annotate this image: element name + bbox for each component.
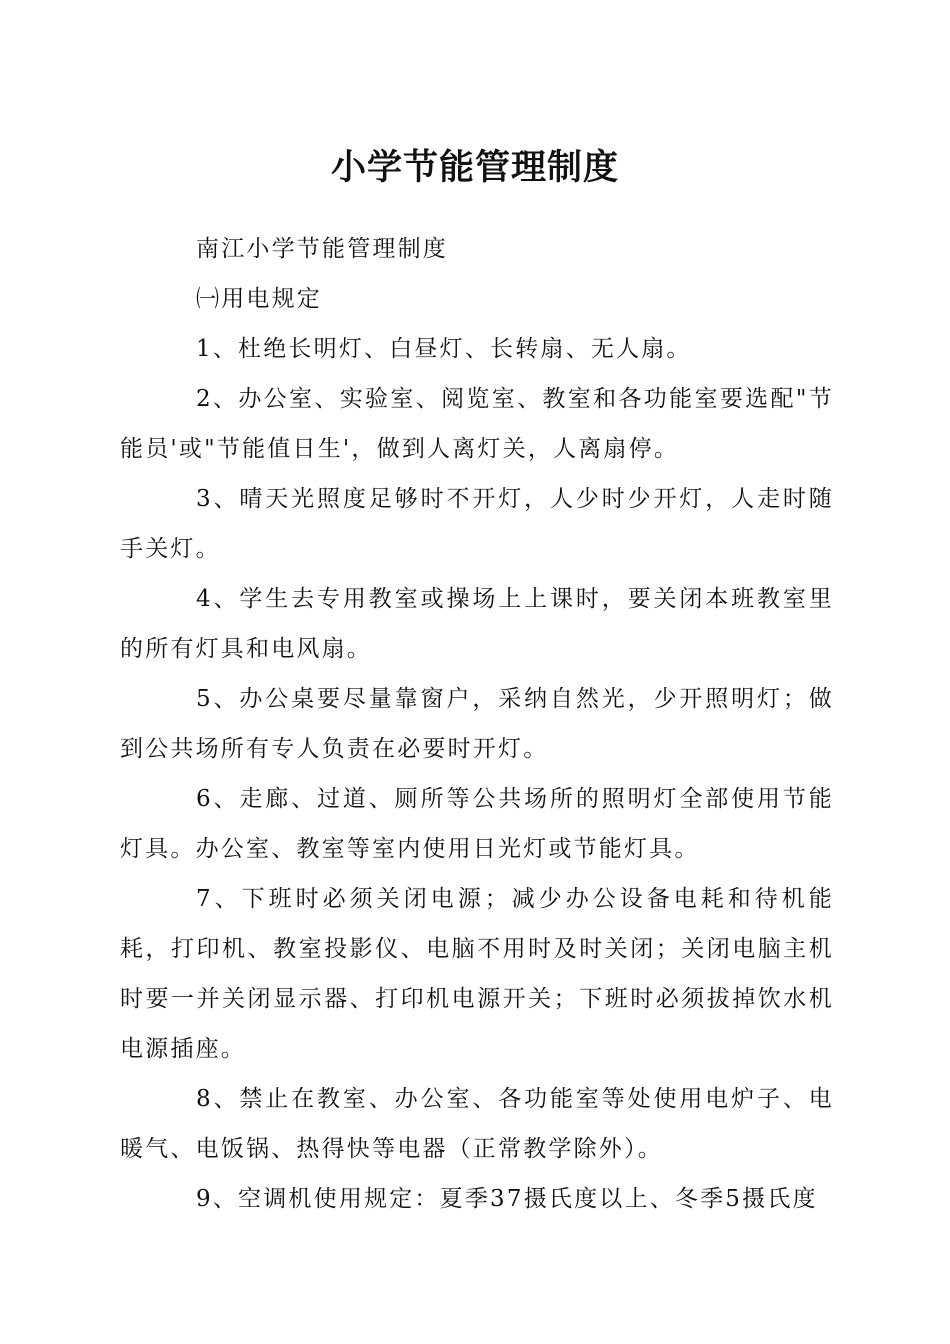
- paragraph-item-9: 9、空调机使用规定：夏季37摄氏度以上、冬季5摄氏度: [196, 1186, 818, 1212]
- paragraph-item-6: 6、走廊、过道、厕所等公共场所的照明灯全部使用节能灯具。办公室、教室等室内使用日光灯或节能灯具。: [120, 786, 834, 862]
- paragraph-item-8: 8、禁止在教室、办公室、各功能室等处使用电炉子、电暖气、电饭锅、热得快等电器（正常教学除外）。: [120, 1086, 834, 1162]
- paragraph-item-5: 5、办公桌要尽量靠窗户，采纳自然光，少开照明灯；做到公共场所有专人负责在必要时开灯。: [120, 686, 834, 762]
- document-body: [120, 224, 834, 1224]
- paragraph-subtitle: 南江小学节能管理制度: [196, 236, 448, 262]
- paragraph-item-7: 7、下班时必须关闭电源；减少办公设备电耗和待机能耗，打印机、教室投影仪、电脑不用时及时关闭；关闭电脑主机时要一并关闭显示器、打印机电源开关；下班时必须拔掉饮水机电源插座。: [120, 886, 834, 1062]
- paragraph-section-heading: ㈠用电规定: [196, 286, 322, 312]
- paragraph-item-3: 3、晴天光照度足够时不开灯，人少时少开灯，人走时随手关灯。: [120, 486, 834, 562]
- document-title: 小学节能管理制度: [330, 148, 619, 188]
- paragraph-item-2: 2、办公室、实验室、阅览室、教室和各功能室要选配"节能员'或"节能值日生'，做到人离灯关，人离扇停。: [120, 386, 834, 462]
- paragraph-item-4: 4、学生去专用教室或操场上上课时，要关闭本班教室里的所有灯具和电风扇。: [120, 586, 834, 662]
- paragraph-item-1: 1、杜绝长明灯、白昼灯、长转扇、无人扇。: [196, 336, 692, 362]
